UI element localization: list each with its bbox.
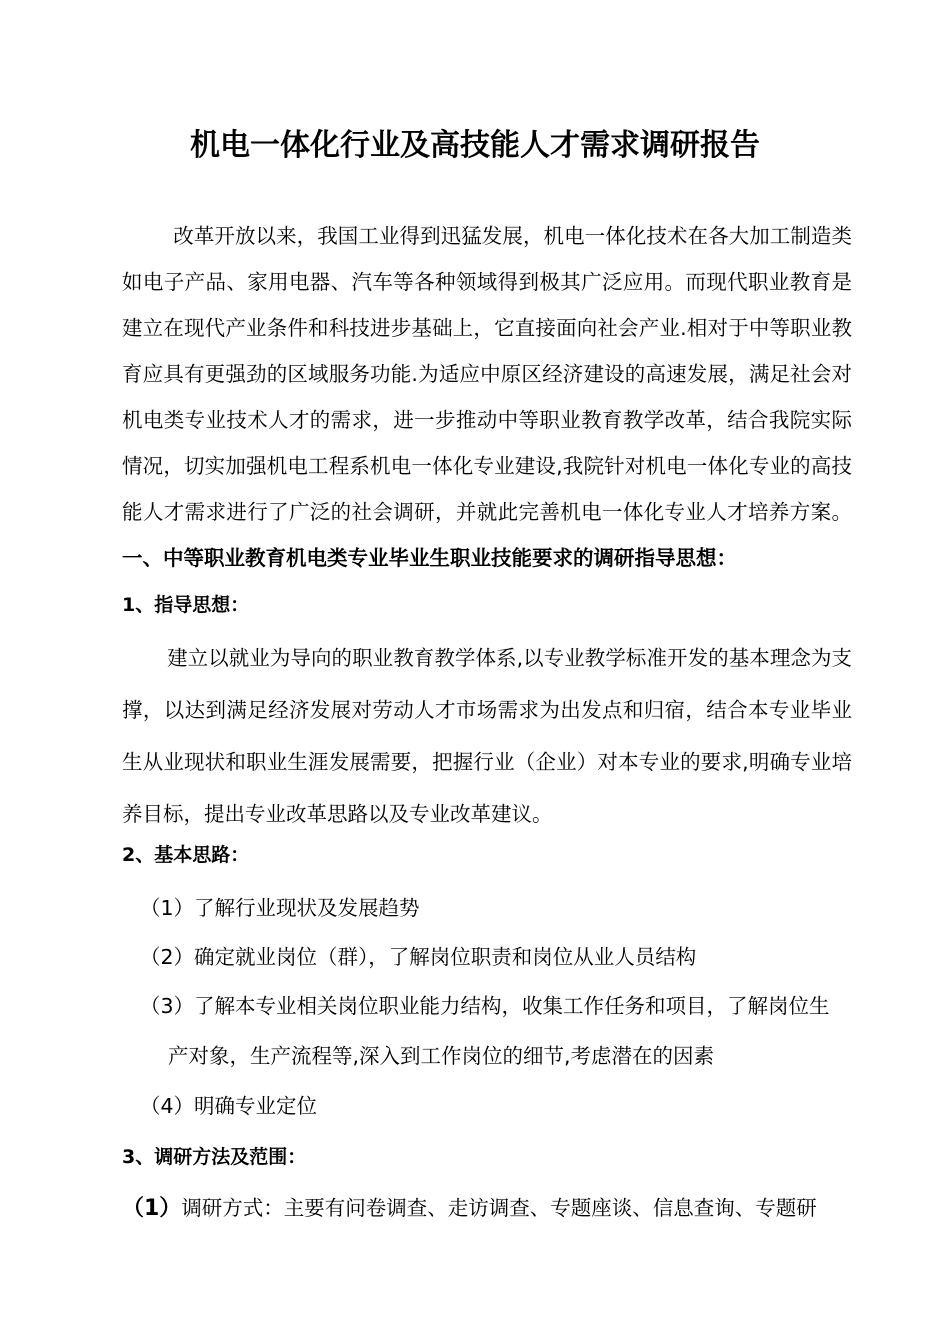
subheading-basic-approach: 2、基本思路： [122,844,250,866]
list-item [140,932,852,982]
list-item-text: 了解行业现状及发展趋势 [194,896,420,920]
list-item-number: （3） [140,994,195,1018]
list-item [140,883,852,933]
intro-paragraph [122,213,852,581]
list-item-continuation: 产对象，生产流程等,深入到工作岗位的细节,考虑潜在的因素 [168,1044,715,1068]
list-item-text: 明确专业定位 [194,1094,318,1118]
list-item-number: （1） [140,896,195,920]
subheading-research-methods: 3、调研方法及范围： [122,1146,307,1168]
intro-text: 改革开放以来，我国工业得到迅猛发展，机电一体化技术在各大加工制造类如电子产品、家用电器、汽车等各种领域得到极其广泛应用。而现代职业教育是建立在现代产业条件和科技进步基础上，它直接面向社会产业.相对于中等职业教育应具有更强劲的区域服务功能.为适应中原区经济建设的高速发展，满足社会对机电类专业技术人才的需求，进一步推动中等职业教育教学改革，结合我院实际情况，切实加强机电工程系机电一体化专业建设,我院针对机电一体化专业的高技能人才需求进行了广泛的社会调研，并就此完善机电一体化专业人才培养方案。 [122,224,852,524]
list-item-text: 了解本专业相关岗位职业能力结构，收集工作任务和项目，了解岗位生 [194,994,830,1018]
list-item [122,1183,852,1234]
list-item-text: 调研方式：主要有问卷调查、走访调查、专题座谈、信息查询、专题研 [181,1196,817,1220]
guiding-ideology-paragraph: 建立以就业为导向的职业教育教学体系,以专业教学标准开发的基本理念为支撑，以达到满足经济发展对劳动人才市场需求为出发点和归宿，结合本专业毕业生从业现状和职业生涯发展需要，把握行业（企业）对本专业的要求,明确专业培养目标，提出专业改革思路以及专业改革建议。 [122,646,852,826]
subheading-guiding-ideology: 1、指导思想： [122,594,250,616]
list-item-number: （4） [140,1094,195,1118]
list-item-text: 确定就业岗位（群），了解岗位职责和岗位从业人员结构 [194,945,697,969]
list-item [140,981,852,1081]
list-item-number: （2） [140,945,195,969]
section-heading-guiding-ideology: 一、中等职业教育机电类专业毕业生职业技能要求的调研指导思想： [122,546,737,570]
list-item [140,1081,852,1131]
document-title: 机电一体化行业及高技能人才需求调研报告 [190,128,760,163]
list-item-number: （1） [122,1196,182,1221]
